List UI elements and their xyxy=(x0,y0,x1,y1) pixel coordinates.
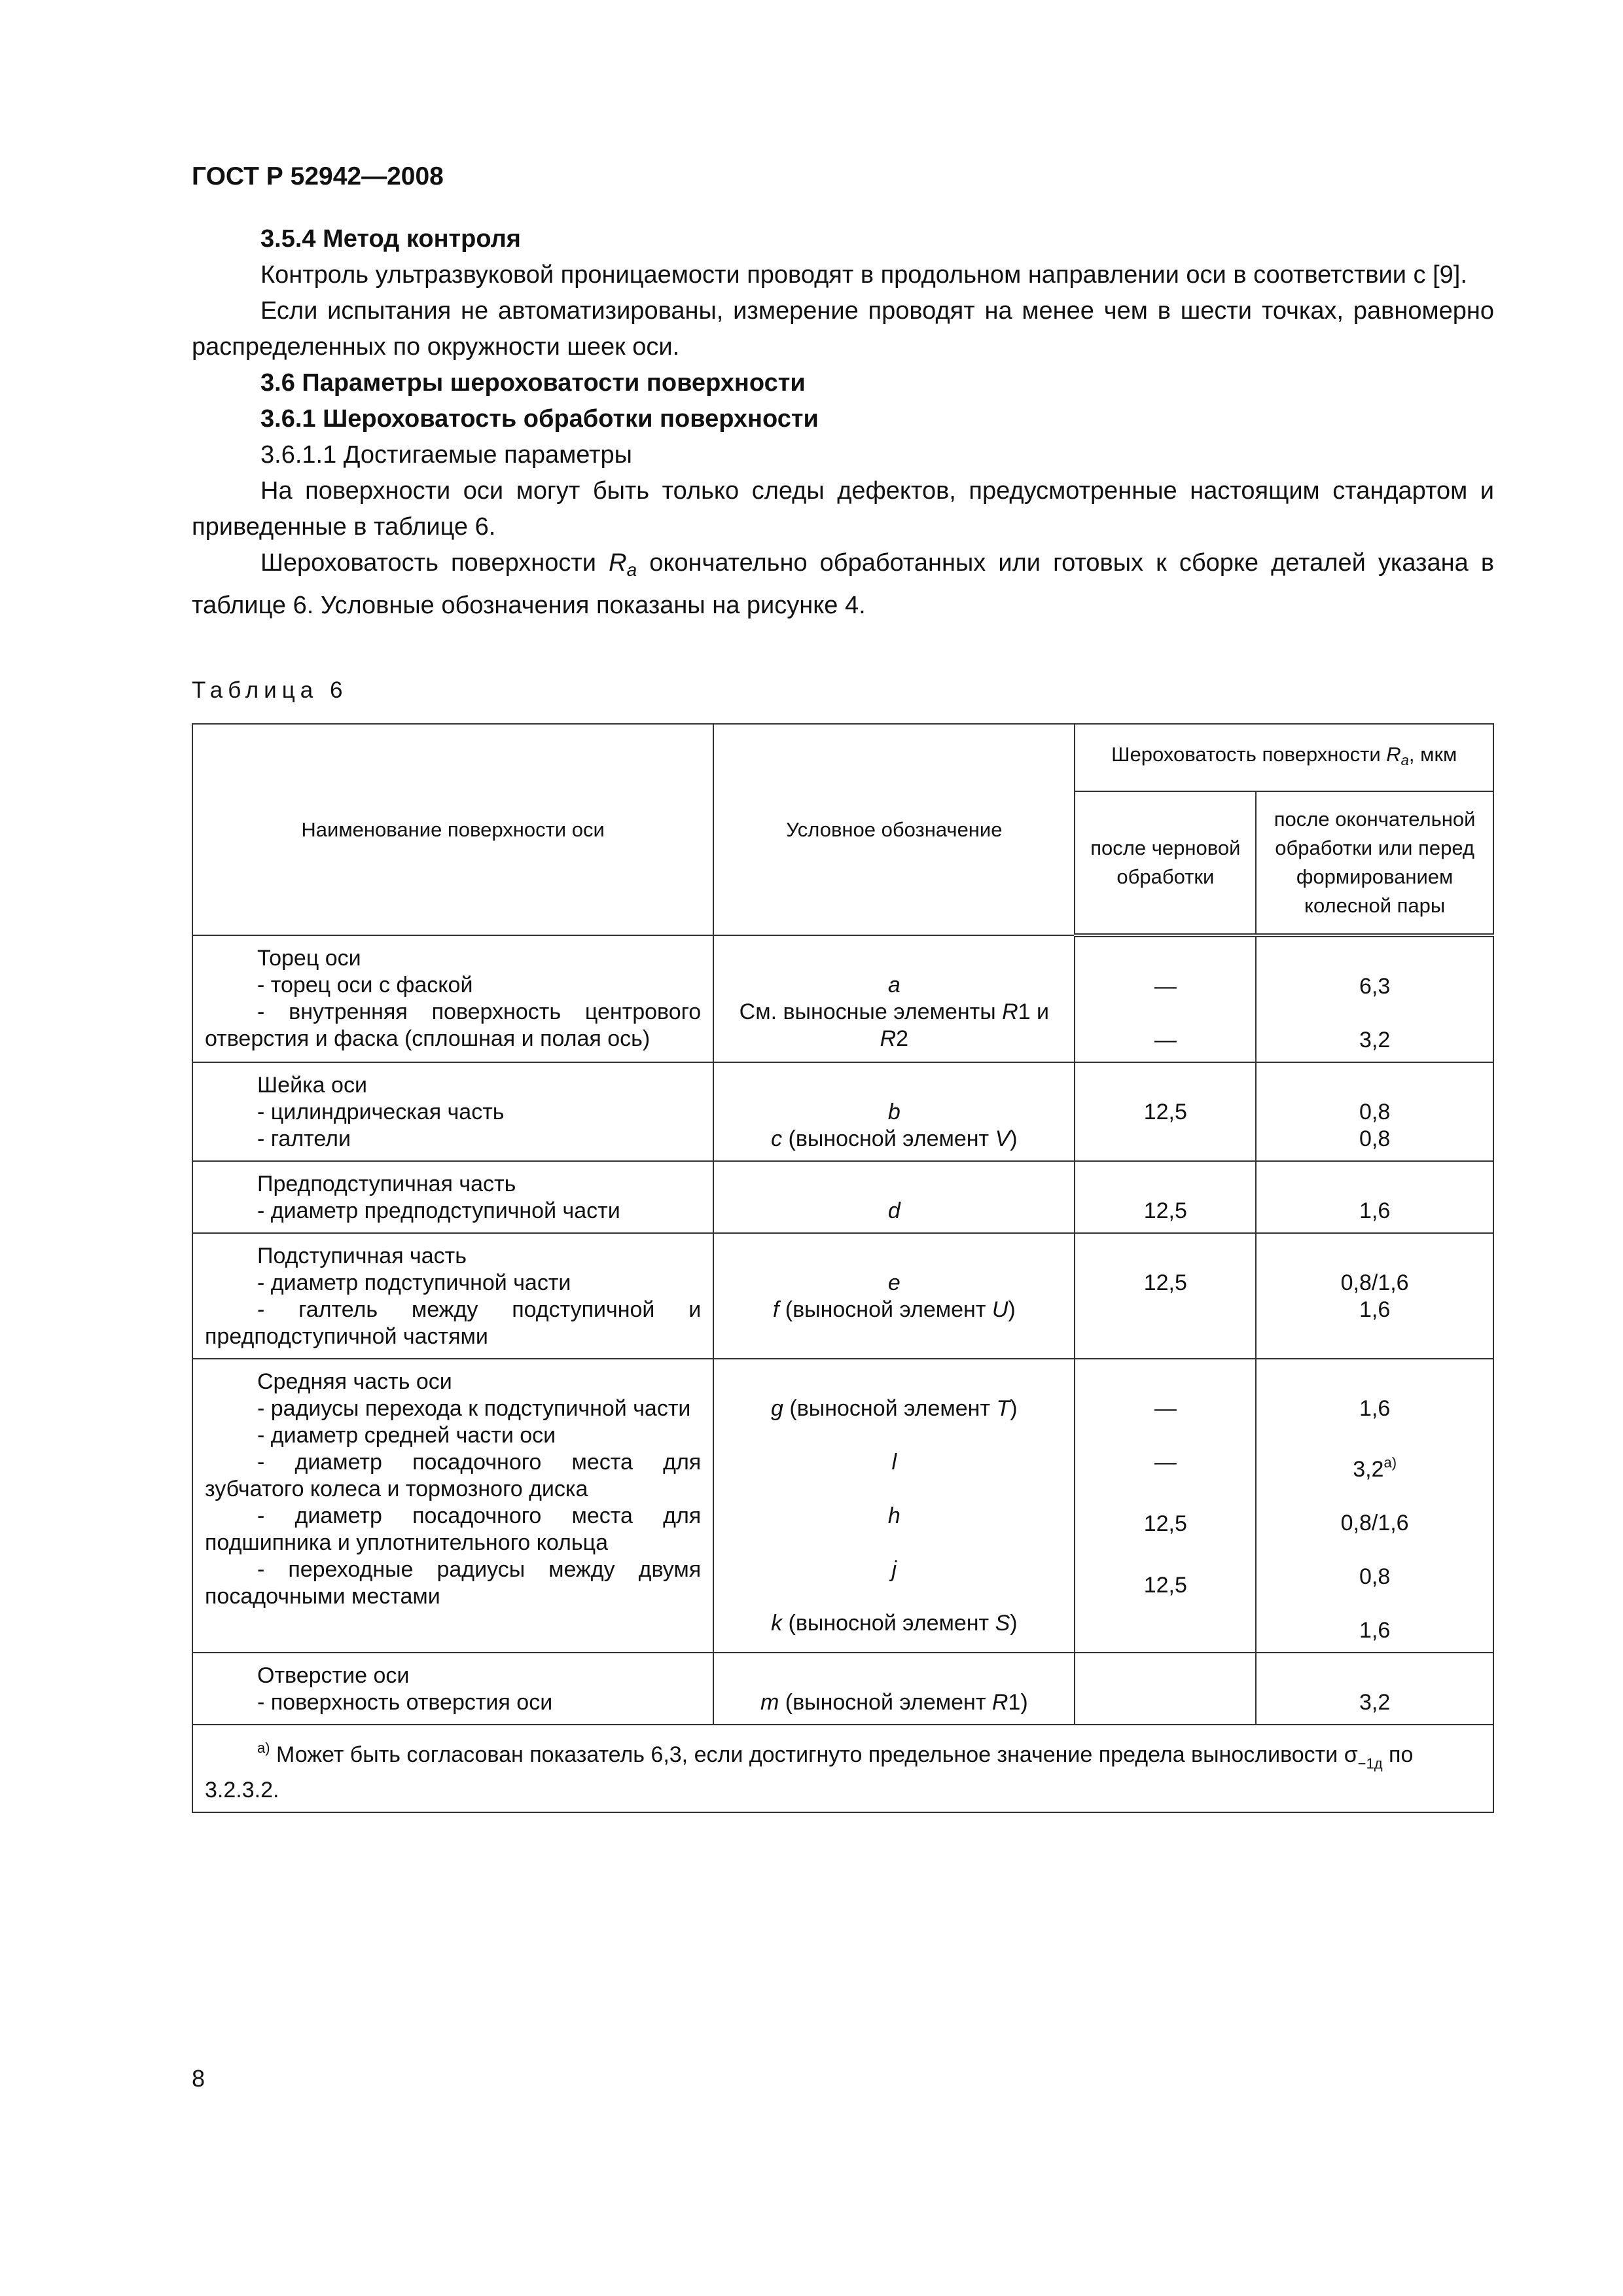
header-after-rough: после черновой обработки xyxy=(1075,791,1256,935)
symbol-cell: g (выносной элемент T) l h j k (выносной элемент S) xyxy=(713,1359,1075,1653)
symbol-cell: e f (выносной элемент U) xyxy=(713,1233,1075,1359)
surface-name-cell: Шейка оси - цилиндрическая часть - галтели xyxy=(192,1062,713,1161)
final-value-cell: 6,3 3,2 xyxy=(1256,935,1493,1062)
rough-value-cell: — — xyxy=(1075,935,1256,1062)
page-number: 8 xyxy=(192,2065,205,2092)
table-row xyxy=(192,1653,1493,1725)
table-row xyxy=(192,1161,1493,1233)
symbol-cell: b c (выносной элемент V) xyxy=(713,1062,1075,1161)
surface-name-cell: Торец оси - торец оси с фаской - внутренняя поверхность центрового отверстия и фаска (сплошная и полая ось) xyxy=(192,935,713,1062)
final-value-cell: 0,8/1,6 1,6 xyxy=(1256,1233,1493,1359)
symbol-cell: m (выносной элемент R1) xyxy=(713,1653,1075,1725)
table-row xyxy=(192,1233,1493,1359)
header-after-final: после окончательной обработки или перед формированием колесной пары xyxy=(1256,791,1493,935)
header-surface-name: Наименование поверхности оси xyxy=(192,724,713,935)
surface-name-cell: Предподступичная часть - диаметр предподступичной части xyxy=(192,1161,713,1233)
body-text xyxy=(192,221,1494,624)
paragraph-defect-traces: На поверхности оси могут быть только следы дефектов, предусмотренные настоящим стандартом и приведенные в таблице 6. xyxy=(192,477,1494,541)
table-caption: Таблица 6 xyxy=(192,677,348,703)
final-value-cell: 1,6 xyxy=(1256,1161,1493,1233)
table-row xyxy=(192,935,1493,1062)
table-row xyxy=(192,1359,1493,1653)
surface-name-cell: Подступичная часть - диаметр подступичной части - галтель между подступичной и предподступичной частями xyxy=(192,1233,713,1359)
heading-3-6-1: 3.6.1 Шероховатость обработки поверхности xyxy=(260,405,819,433)
header-roughness: Шероховатость поверхности Ra, мкм xyxy=(1075,724,1493,791)
rough-value-cell: — — 12,5 12,5 xyxy=(1075,1359,1256,1653)
symbol-cell: a См. выносные элементы R1 и R2 xyxy=(713,935,1075,1062)
final-value-cell: 0,8 0,8 xyxy=(1256,1062,1493,1161)
paragraph-roughness-reference: Шероховатость поверхности $R_a$ окончательно обработанных или готовых к сборке деталей указана в таблице 6. Условные обозначения показаны на рисунке 4. xyxy=(192,549,1495,619)
paragraph-ultrasound-control: Контроль ультразвуковой проницаемости проводят в продольном направлении оси в соответствии с [9]. xyxy=(260,261,1467,289)
heading-3-6-1-1: 3.6.1.1 Достигаемые параметры xyxy=(260,441,632,469)
rough-value-cell xyxy=(1075,1653,1256,1725)
final-value-cell: 3,2 xyxy=(1256,1653,1493,1725)
surface-name-cell: Отверстие оси - поверхность отверстия оси xyxy=(192,1653,713,1725)
table-footnote: $^{а)}$ Может быть согласован показатель 6,3, если достигнуто предельное значение предела выносливости $\sigma_{-1д}$ по 3.2.3.2. xyxy=(192,1725,1493,1812)
surface-name-cell: Средняя часть оси - радиусы перехода к подступичной части - диаметр средней части оси - диаметр посадочного места для зубчатого колеса и тормозного диска - диаметр посадочного места для подшипника и уплотнительного кольца - переходные радиусы между двумя посадочными местами xyxy=(192,1359,713,1653)
symbol-cell: d xyxy=(713,1161,1075,1233)
rough-value-cell: 12,5 xyxy=(1075,1233,1256,1359)
table-row xyxy=(192,1062,1493,1161)
heading-3-6: 3.6 Параметры шероховатости поверхности xyxy=(260,369,806,397)
document-code: ГОСТ Р 52942—2008 xyxy=(192,162,444,190)
roughness-table xyxy=(192,723,1494,1813)
rough-value-cell: 12,5 xyxy=(1075,1062,1256,1161)
paragraph-measurement-points: Если испытания не автоматизированы, измерение проводят на менее чем в шести точках, равномерно распределенных по окружности шеек оси. xyxy=(192,297,1494,361)
header-symbol: Условное обозначение xyxy=(713,724,1075,935)
heading-3-5-4: 3.5.4 Метод контроля xyxy=(260,225,521,253)
table-footnote-row xyxy=(192,1725,1493,1812)
rough-value-cell: 12,5 xyxy=(1075,1161,1256,1233)
final-value-cell: 1,6 $3,2^{а)}$ 0,8/1,6 0,8 1,6 xyxy=(1256,1359,1493,1653)
